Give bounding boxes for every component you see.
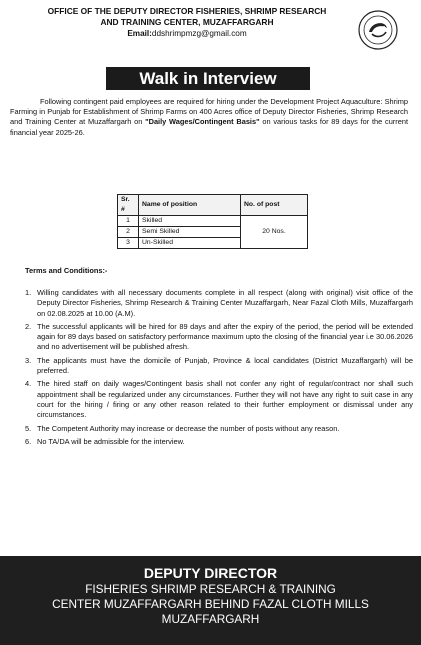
office-address	[22, 6, 352, 40]
posts-table	[117, 194, 308, 249]
footer-line-2: CENTER MUZAFFARGARH BEHIND FAZAL CLOTH MILLS	[52, 597, 369, 611]
list-item	[25, 288, 413, 319]
list-item	[25, 356, 413, 377]
email-line	[22, 28, 352, 40]
term-number: 5.	[25, 423, 32, 433]
term-number: 2.	[25, 321, 32, 331]
footer-line-3: MUZAFFARGARH	[161, 612, 260, 626]
header	[0, 0, 421, 72]
list-item	[25, 437, 413, 447]
term-number: 1.	[25, 288, 32, 297]
walk-in-interview-banner: Walk in Interview	[106, 67, 310, 90]
header-position: Name of position	[139, 195, 241, 216]
row-sr: 2	[118, 227, 139, 238]
term-text: Willing candidates with all necessary documents complete in all respect (along with original) visit office of the Deputy Director Fisheries, Shrimp Research & Training Center Muzaffargarh, Near Fazal Cloth Mills, Muzaffargarh on 02.08.2025 at 10.00 (A.M).	[37, 288, 413, 318]
term-number: 3.	[25, 355, 32, 365]
term-text: No TA/DA will be admissible for the interview.	[37, 436, 185, 446]
total-posts: 20 Nos.	[241, 216, 308, 249]
office-line-1: OFFICE OF THE DEPUTY DIRECTOR FISHERIES, SHRIMP RESEARCH	[47, 6, 327, 16]
footer-line-1: FISHERIES SHRIMP RESEARCH & TRAINING	[85, 582, 336, 596]
term-text: The applicants must have the domicile of Punjab, Province & local candidates (District Muzaffargarh) will be preferred.	[37, 355, 413, 376]
row-sr: 3	[118, 238, 139, 249]
term-text: The Competent Authority may increase or decrease the number of posts without any reason.	[37, 423, 340, 433]
list-item	[25, 379, 413, 420]
row-position: Semi Skilled	[139, 227, 241, 238]
intro-text-before: Following contingent paid employees are required for hiring under the Development Project Aquaculture: Shrimp Farming in Punjab for Establishment of Shrimp Farms on 400 Acres office of Deputy Director Fisheries, Shrimp Research and Training Center at Muzaffargarh on	[10, 97, 408, 127]
email-label: Email:	[127, 29, 152, 38]
list-item	[25, 322, 413, 353]
row-position: Un-Skilled	[139, 238, 241, 249]
terms-list	[25, 288, 413, 450]
email-address: ddshrimpmzg@gmail.com	[151, 29, 247, 38]
terms-title: Terms and Conditions:-	[25, 266, 108, 275]
header-sr: Sr. #	[118, 195, 139, 216]
term-text: The hired staff on daily wages/Contingent basis shall not confer any right of regular/contract nor shall such appointment shall be regularized under any circumstances. Further they will not have any right to suit case in any court for the hiring / firing or any other reason related to their further employment or dismissal under any circumstances.	[37, 379, 413, 420]
table-header-row	[118, 195, 308, 216]
intro-text-after: on various tasks for 89 days for the current financial year 2025-26.	[10, 117, 409, 137]
intro-bold-text: "Daily Wages/Contingent Basis"	[145, 117, 260, 127]
footer	[0, 556, 421, 645]
table-row	[118, 216, 308, 227]
header-posts: No. of post	[241, 195, 308, 216]
office-line-2: AND TRAINING CENTER, MUZAFFARGARH	[100, 17, 274, 27]
row-position: Skilled	[139, 216, 241, 227]
footer-title: DEPUTY DIRECTOR	[143, 565, 278, 581]
term-text: The successful applicants will be hired for 89 days and after the expiry of the period, the period will be extended again for 89 days based on satisfactory performance maximum upto the closing of the financial year i.e 30.06.2026 and no advertisement will be published afresh.	[37, 321, 413, 352]
department-seal-icon	[358, 10, 398, 50]
intro-paragraph	[10, 97, 408, 138]
list-item	[25, 424, 413, 434]
term-number: 6.	[25, 436, 32, 446]
term-number: 4.	[25, 379, 32, 389]
row-sr: 1	[118, 216, 139, 227]
